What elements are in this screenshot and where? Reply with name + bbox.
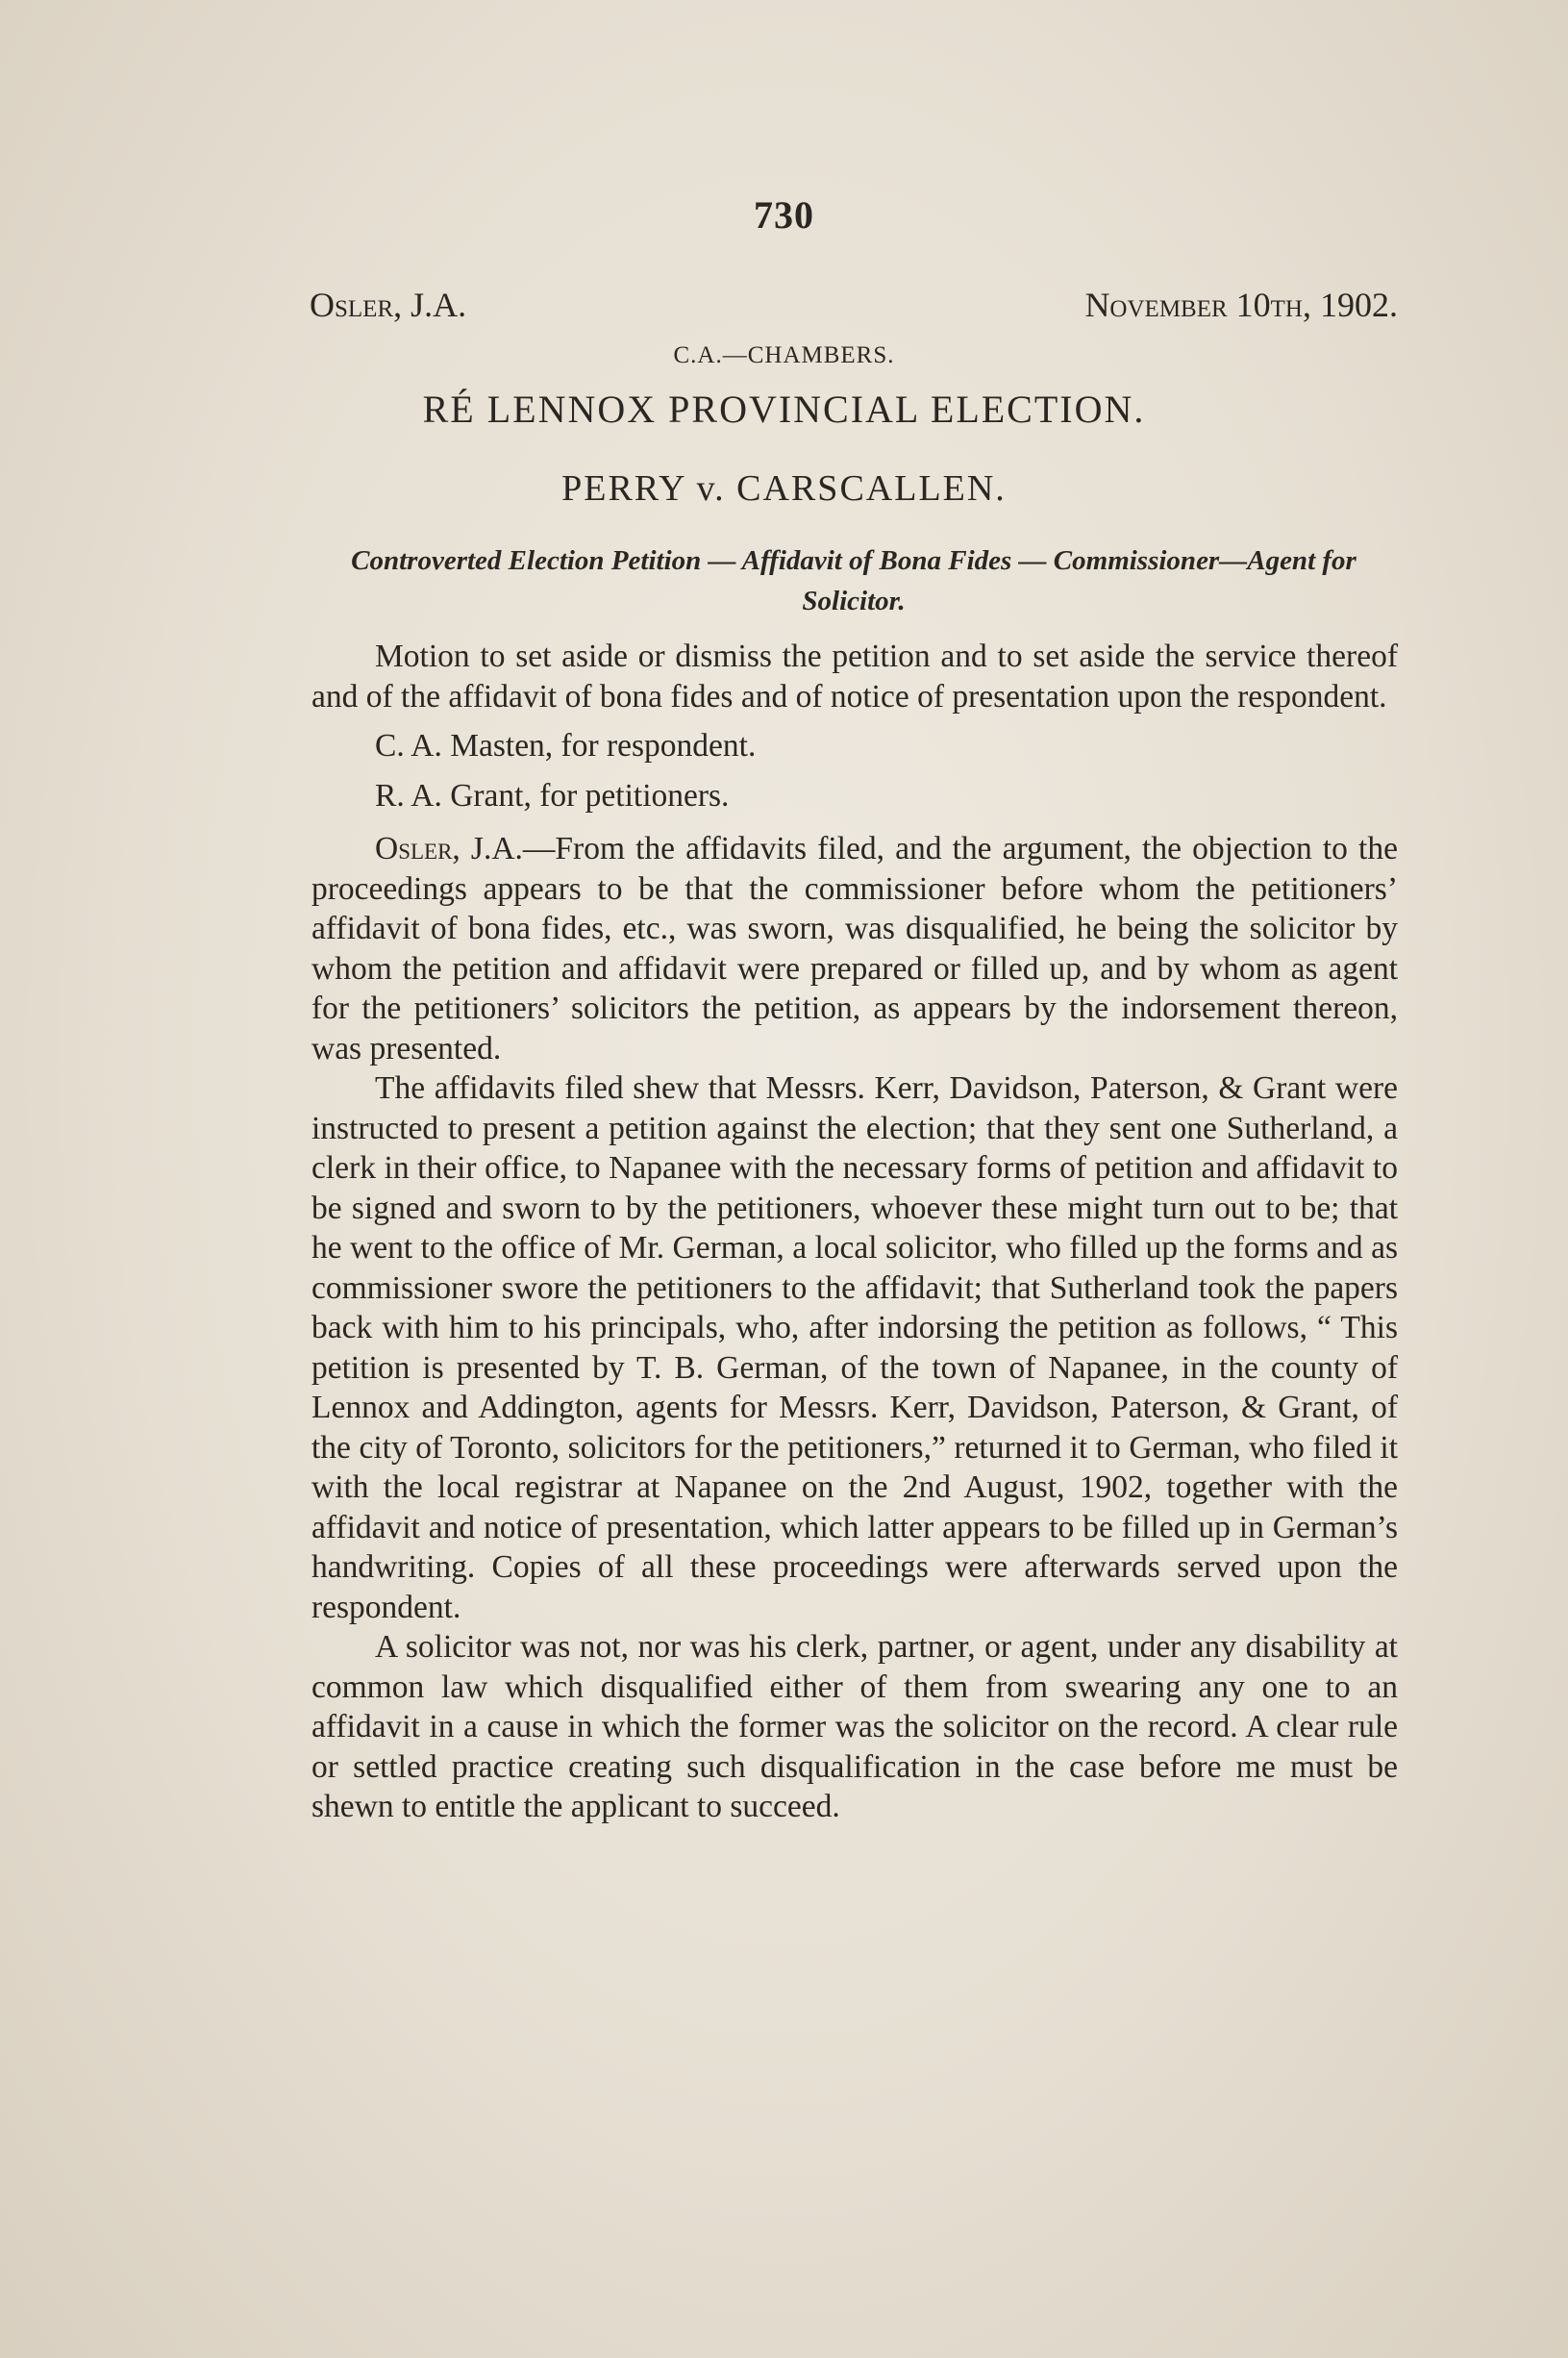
body-text — [311, 637, 1398, 1827]
judgment-paragraph-1 — [311, 829, 1398, 1068]
court-designation: C.A.—CHAMBERS. — [673, 342, 895, 368]
headnote: Controverted Election Petition — Affidavit of Bona Fides — Commissioner—Agent for Solicitor. — [351, 545, 1356, 616]
case-title: RÉ LENNOX PROVINCIAL ELECTION. — [422, 388, 1146, 431]
case-parties: PERRY v. CARSCALLEN. — [561, 468, 1007, 509]
running-header — [310, 285, 1398, 333]
header-judge: Osler, J.A. — [310, 286, 467, 324]
motion-paragraph: Motion to set aside or dismiss the petition and to set aside the service thereof and of the affidavit of bona fides and of notice of presentation upon the respondent. — [311, 639, 1398, 715]
judgment-lead: Osler, J.A. — [375, 831, 523, 866]
counsel-respondent: C. A. Masten, for respondent. — [375, 728, 757, 764]
counsel-petitioners: R. A. Grant, for petitioners. — [375, 777, 730, 814]
header-date: November 10th, 1902. — [1084, 286, 1398, 324]
page-number: 730 — [754, 193, 814, 237]
judgment-paragraph-2: The affidavits filed shew that Messrs. Kerr, Davidson, Paterson, & Grant were instructed to present a petition against the election; that they sent one Sutherland, a clerk in their office, to Napanee with the necessary forms of petition and affidavit to be signed and sworn to by the petitioners, whoever these might turn out to be; that he went to the office of Mr. German, a local solicitor, who filled up the forms and as commissioner swore the petitioners to the affidavit; that Sutherland took the papers back with him to his principals, who, after indorsing the petition as follows, “ This petition is presented by T. B. German, of the town of Napanee, in the county of Lennox and Addington, agents for Messrs. Kerr, Davidson, Paterson, & Grant, of the city of Toronto, solicitors for the petitioners,” returned it to German, who filed it with the local registrar at Napanee on the 2nd August, 1902, together with the affidavit and notice of presentation, which latter appears to be filled up in German’s handwriting. Copies of all these proceedings were afterwards served upon the respondent. — [311, 1070, 1398, 1625]
judgment-paragraph-3: A solicitor was not, nor was his clerk, partner, or agent, under any disability at common law which disqualified either of them from swearing any one to an affidavit in a cause in which the former was the solicitor on the record. A clear rule or settled practice creating such disqualification in the case before me must be shewn to entitle the applicant to succeed. — [311, 1629, 1398, 1824]
judgment-paragraph-1-text: —From the affidavits filed, and the argument, the objection to the proceedings appears to be that the commissioner before whom the petitioners’ affidavit of bona fides, etc., was sworn, was disqualified, he being the solicitor by whom the petition and affidavit were prepared or filled up, and by whom as agent for the petitioners’ solicitors the petition, as appears by the indorsement thereon, was presented. — [311, 831, 1398, 1066]
